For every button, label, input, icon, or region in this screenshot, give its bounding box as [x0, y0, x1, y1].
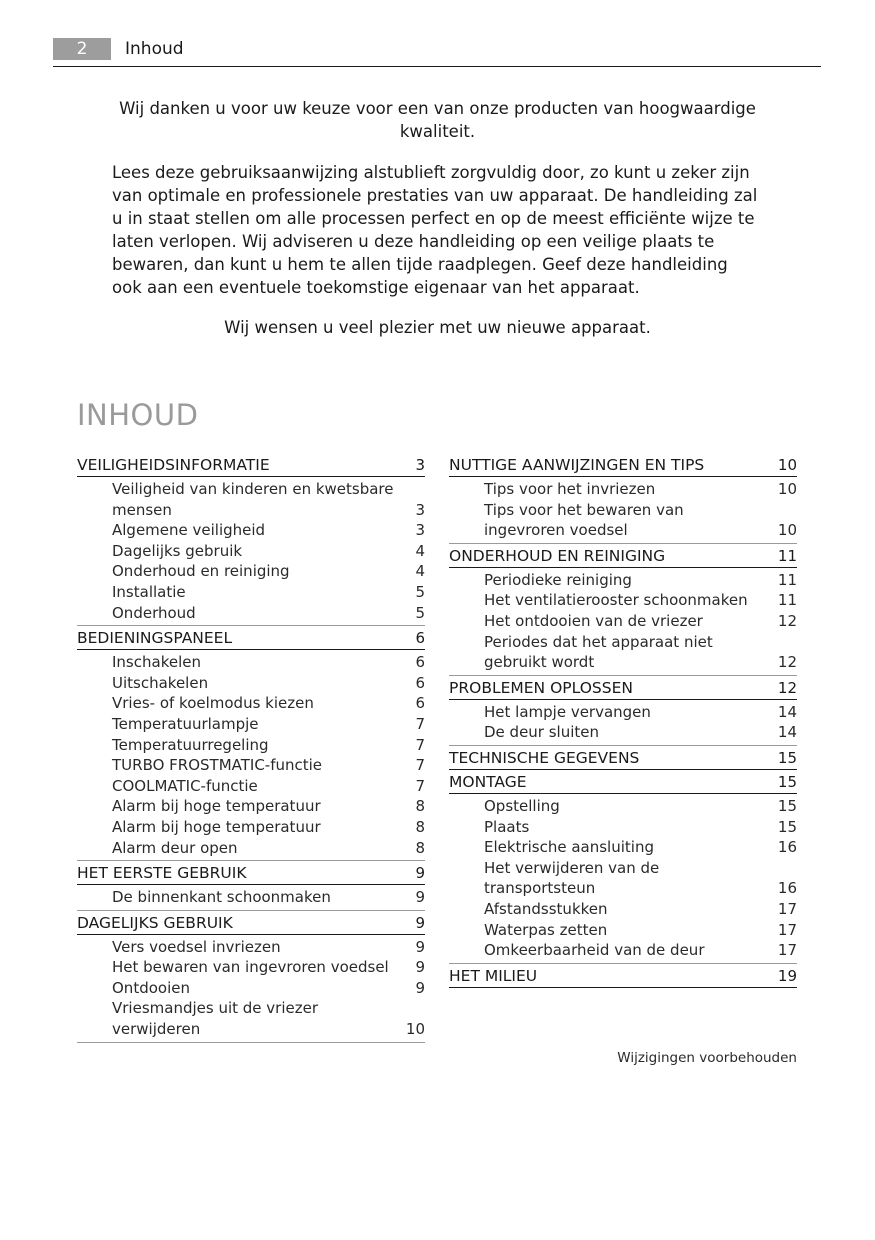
toc-entry[interactable]	[484, 590, 797, 611]
toc-entry-page: 6	[415, 673, 425, 692]
toc-entry-page: 4	[415, 541, 425, 560]
toc-entry-title: De deur sluiten	[484, 723, 600, 742]
toc-section-heading[interactable]	[77, 911, 425, 935]
toc-entry-page: 11	[777, 591, 797, 610]
page-number: 2	[53, 38, 111, 60]
toc-entry[interactable]	[112, 796, 425, 817]
toc-entry-page: 15	[777, 796, 797, 815]
toc-section-heading[interactable]	[449, 964, 797, 988]
toc-column-right	[449, 453, 797, 988]
toc-entry-title: Periodes dat het apparaat niet gebruikt wordt	[484, 632, 713, 672]
toc-entry-page: 4	[415, 562, 425, 581]
toc-entry[interactable]	[484, 570, 797, 591]
toc-entry[interactable]	[484, 899, 797, 920]
toc-section-page: 11	[777, 546, 797, 565]
toc-section-page: 9	[415, 864, 425, 883]
toc-entry-title: Het bewaren van ingevroren voedsel	[112, 958, 389, 977]
toc-entry-page: 6	[415, 653, 425, 672]
toc-entry-title: Het ontdooien van de vriezer	[484, 611, 703, 630]
toc-section-heading[interactable]	[77, 861, 425, 885]
toc-entry-title: Afstandsstukken	[484, 899, 608, 918]
toc-entry-page: 7	[415, 714, 425, 733]
toc-section-title: DAGELIJKS GEBRUIK	[77, 913, 233, 932]
toc-entry-page: 17	[777, 899, 797, 918]
toc-entry-page: 9	[415, 937, 425, 956]
toc-entry-title: Het ventilatierooster schoonmaken	[484, 591, 748, 610]
toc-entry-page: 10	[777, 521, 797, 540]
toc-entry-page: 8	[415, 797, 425, 816]
toc-title: INHOUD	[77, 398, 199, 432]
toc-entry[interactable]	[112, 735, 425, 756]
toc-section	[449, 964, 797, 988]
toc-section-title: HET MILIEU	[449, 966, 538, 985]
toc-entry-title: Vriesmandjes uit de vriezer verwijderen	[112, 999, 319, 1039]
toc-entry[interactable]	[112, 887, 425, 908]
toc-section	[449, 544, 797, 676]
toc-entry[interactable]	[112, 652, 425, 673]
toc-section-title: NUTTIGE AANWIJZINGEN EN TIPS	[449, 456, 705, 474]
toc-entry-title: Plaats	[484, 817, 530, 836]
toc-entry-title: Omkeerbaarheid van de deur	[484, 941, 705, 960]
toc-entry[interactable]	[484, 858, 797, 899]
toc-section	[77, 626, 425, 861]
toc-entry-title: Tips voor het invriezen	[484, 480, 656, 498]
toc-entry[interactable]	[112, 693, 425, 714]
toc-entry-title: Alarm bij hoge temperatuur	[112, 817, 321, 836]
toc-entry-title: Het verwijderen van de transportsteun	[484, 858, 660, 898]
toc-entry-title: Elektrische aansluiting	[484, 838, 654, 857]
toc-entry-title: Onderhoud en reiniging	[112, 562, 290, 581]
toc-entry[interactable]	[112, 838, 425, 859]
toc-entry-page: 9	[415, 888, 425, 907]
toc-entry[interactable]	[112, 479, 425, 520]
toc-entry[interactable]	[484, 632, 797, 673]
toc-subsection-list	[77, 650, 425, 861]
toc-subsection-list	[449, 477, 797, 544]
toc-entry[interactable]	[484, 920, 797, 941]
toc-entry-page: 16	[777, 879, 797, 898]
toc-section-heading[interactable]	[77, 453, 425, 477]
toc-entry-title: Alarm bij hoge temperatuur	[112, 797, 321, 816]
header-title: Inhoud	[125, 39, 184, 59]
toc-section-heading[interactable]	[449, 770, 797, 794]
toc-entry-title: Waterpas zetten	[484, 920, 608, 939]
toc-entry-page: 5	[415, 603, 425, 622]
toc-entry[interactable]	[112, 603, 425, 624]
toc-entry[interactable]	[484, 702, 797, 723]
toc-entry-title: Onderhoud	[112, 603, 196, 622]
toc-section	[449, 770, 797, 964]
toc-section-heading[interactable]	[77, 626, 425, 650]
toc-section	[77, 861, 425, 911]
toc-entry-page: 10	[777, 480, 797, 498]
toc-section-heading[interactable]	[449, 676, 797, 700]
toc-column-left	[77, 453, 425, 1043]
toc-entry-page: 6	[415, 694, 425, 713]
toc-entry-page: 9	[415, 958, 425, 977]
toc-entry-page: 3	[415, 521, 425, 540]
toc-section-title: MONTAGE	[449, 772, 527, 791]
intro-body: Lees deze gebruiksaanwijzing alstublieft zorgvuldig door, zo kunt u zeker zijn van optimale en professionele prestaties van uw apparaat. De handleiding zal u in staat stellen om alle processen perfect en op de meest efficiënte wijze te laten verlopen. Wij adviseren u deze handleiding op een veilige plaats te bewaren, dan kunt u hem te allen tijde raadplegen. Geef deze handleiding ook aan een eventuele toekomstige eigenaar van het apparaat.	[112, 163, 758, 297]
toc-entry-page: 15	[777, 817, 797, 836]
toc-entry[interactable]	[484, 796, 797, 817]
toc-entry[interactable]	[112, 937, 425, 958]
toc-entry-page: 12	[777, 653, 797, 672]
toc-subsection-list	[449, 700, 797, 746]
toc-section-heading[interactable]	[449, 746, 797, 770]
toc-entry-title: Alarm deur open	[112, 838, 238, 857]
toc-entry-title: Vries- of koelmodus kiezen	[112, 694, 314, 713]
toc-section	[77, 911, 425, 1043]
toc-section-page: 9	[415, 913, 425, 932]
toc-entry[interactable]	[484, 611, 797, 632]
toc-section-title: TECHNISCHE GEGEVENS	[449, 748, 640, 767]
toc-entry-title: Tips voor het bewaren van ingevroren voedsel	[484, 500, 684, 540]
toc-entry-page: 7	[415, 756, 425, 775]
toc-section	[77, 453, 425, 626]
toc-entry-title: Periodieke reiniging	[484, 570, 632, 589]
toc-entry[interactable]	[484, 479, 797, 500]
toc-section-page: 15	[777, 772, 797, 791]
toc-entry-title: Dagelijks gebruik	[112, 541, 243, 560]
toc-section-page: 6	[415, 629, 425, 648]
toc-entry[interactable]	[112, 776, 425, 797]
toc-section	[449, 676, 797, 746]
toc-entry[interactable]	[112, 541, 425, 562]
toc-section-heading[interactable]	[449, 544, 797, 568]
toc-entry-page: 10	[405, 1020, 425, 1039]
toc-entry[interactable]	[484, 817, 797, 838]
toc-entry-title: Opstelling	[484, 796, 560, 815]
toc-entry-title: Ontdooien	[112, 978, 190, 997]
toc-section-title: PROBLEMEN OPLOSSEN	[449, 678, 633, 697]
toc-entry[interactable]	[112, 520, 425, 541]
toc-section-page: 12	[777, 678, 797, 697]
toc-subsection-list	[449, 568, 797, 676]
toc-entry-page: 17	[777, 941, 797, 960]
toc-entry[interactable]	[112, 817, 425, 838]
intro-wish: Wij wensen u veel plezier met uw nieuwe apparaat.	[224, 318, 651, 337]
toc-section	[449, 453, 797, 544]
toc-section-title: BEDIENINGSPANEEL	[77, 629, 233, 648]
toc-subsection-list	[77, 935, 425, 1043]
toc-entry-page: 7	[415, 776, 425, 795]
toc-entry[interactable]	[484, 940, 797, 961]
toc-entry-page: 8	[415, 838, 425, 857]
toc-entry-title: De binnenkant schoonmaken	[112, 888, 331, 907]
toc-entry-page: 7	[415, 735, 425, 754]
toc-entry[interactable]	[484, 500, 797, 541]
toc-entry-title: TURBO FROSTMATIC-functie	[112, 756, 323, 775]
toc-entry-page: 3	[415, 500, 425, 519]
toc-subsection-list	[77, 477, 425, 626]
toc-entry-page: 14	[777, 723, 797, 742]
intro-thanks: Wij danken u voor uw keuze voor een van onze producten van hoogwaardige kwaliteit.	[119, 99, 756, 141]
toc-section	[449, 746, 797, 770]
toc-entry-page: 14	[777, 702, 797, 721]
toc-section-heading[interactable]	[449, 453, 797, 477]
toc-entry-title: COOLMATIC-functie	[112, 776, 258, 795]
toc-entry-title: Temperatuurregeling	[112, 735, 269, 754]
toc-section-title: HET EERSTE GEBRUIK	[77, 864, 247, 883]
toc-entry-page: 11	[777, 570, 797, 589]
toc-section-title: ONDERHOUD EN REINIGING	[449, 546, 666, 565]
toc-entry[interactable]	[112, 561, 425, 582]
toc-entry-title: Temperatuurlampje	[112, 714, 259, 733]
footer-note: Wijzigingen voorbehouden	[617, 1050, 797, 1066]
toc-entry-title: Algemene veiligheid	[112, 521, 266, 540]
toc-entry-title: Inschakelen	[112, 653, 201, 672]
toc-entry-title: Installatie	[112, 582, 186, 601]
toc-entry-title: Uitschakelen	[112, 673, 209, 692]
toc-entry[interactable]	[112, 755, 425, 776]
toc-subsection-list	[77, 885, 425, 911]
toc-section-title: VEILIGHEIDSINFORMATIE	[77, 456, 270, 474]
toc-section-page: 19	[777, 966, 797, 985]
toc-entry-page: 5	[415, 582, 425, 601]
toc-section-page: 15	[777, 748, 797, 767]
toc-entry[interactable]	[112, 673, 425, 694]
toc-entry[interactable]	[484, 837, 797, 858]
toc-entry[interactable]	[112, 714, 425, 735]
toc-entry-page: 8	[415, 817, 425, 836]
toc-entry-title: Vers voedsel invriezen	[112, 937, 281, 956]
toc-entry-page: 12	[777, 611, 797, 630]
toc-entry[interactable]	[484, 722, 797, 743]
toc-entry-page: 17	[777, 920, 797, 939]
toc-section-page: 3	[415, 456, 425, 474]
toc-entry-page: 16	[777, 838, 797, 857]
toc-entry[interactable]	[112, 957, 425, 978]
toc-entry[interactable]	[112, 582, 425, 603]
toc-entry-title: Veiligheid van kinderen en kwetsbare mensen	[112, 480, 394, 519]
toc-entry[interactable]	[112, 998, 425, 1039]
toc-section-page: 10	[777, 456, 797, 474]
toc-entry-page: 9	[415, 978, 425, 997]
toc-subsection-list	[449, 794, 797, 964]
toc-entry-title: Het lampje vervangen	[484, 702, 651, 721]
toc-entry[interactable]	[112, 978, 425, 999]
page-header	[53, 38, 821, 67]
